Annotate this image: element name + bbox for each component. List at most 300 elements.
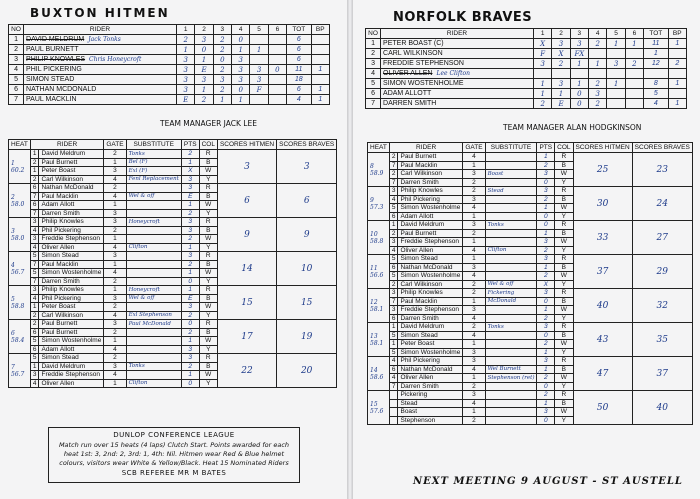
heat-time: 58.9 [370, 169, 384, 177]
heat-row [9, 252, 337, 261]
heat-score-hitmen: 30 [573, 187, 632, 221]
heat-gate: 4 [104, 175, 126, 184]
heat-substitute: Exl Stephenson [126, 311, 181, 320]
rider-score-1: E [177, 95, 195, 105]
rider-score-1: 3 [177, 55, 195, 65]
rider-number: 3 [9, 55, 24, 65]
heat-rider-number: 3 [389, 306, 398, 315]
rider-score-1: 2 [534, 99, 552, 109]
heat-points: 1 [537, 365, 555, 374]
heat-points: 3 [181, 184, 199, 193]
rider-name: PAUL MACKLIN [26, 96, 77, 103]
heat-score-braves: 27 [632, 221, 692, 255]
header-heat-6: 6 [268, 25, 286, 35]
rider-score-2: 1 [552, 89, 570, 99]
heat-gate: 3 [104, 362, 126, 371]
heat-points: 3 [181, 226, 199, 235]
rider-name-cell [24, 85, 177, 95]
heat-gate: 1 [463, 340, 485, 349]
norfolk-team-manager: TEAM MANAGER ALAN HODGKINSON [503, 123, 642, 132]
header-no: NO [9, 25, 24, 35]
heat-rider-number: 1 [389, 221, 398, 230]
rider-row [366, 99, 687, 109]
heat-points: 2 [537, 195, 555, 204]
heat-points: 0 [537, 382, 555, 391]
heats-header-row [368, 143, 693, 153]
rider-score-2: 2 [195, 95, 213, 105]
heat-rider-number: 3 [30, 235, 39, 244]
heat-rider-name: Nathan McDonald [398, 365, 463, 374]
heat-colour: Y [199, 209, 217, 218]
heat-rider-name: Oliver Allen [398, 246, 463, 255]
heat-rider-number: 5 [30, 337, 39, 346]
heat-colour: W [199, 201, 217, 210]
heat-score-hitmen: 22 [217, 354, 276, 388]
heat-gate: 1 [104, 286, 126, 295]
heat-substitute [485, 204, 537, 213]
heat-rider-name: Paul Macklin [398, 297, 463, 306]
rider-name: CARL WILKINSON [383, 50, 443, 57]
rider-row [366, 89, 687, 99]
heat-rider-name: Darren Smith [39, 277, 104, 286]
heat-colour: B [555, 161, 573, 170]
rider-score-6 [268, 85, 286, 95]
heat-rider-number: 5 [389, 331, 398, 340]
rider-score-4: 3 [589, 89, 607, 99]
rider-bonus [311, 35, 329, 45]
heat-gate: 1 [104, 158, 126, 167]
heat-points: 3 [181, 218, 199, 227]
heat-score-hitmen: 37 [573, 255, 632, 289]
heat-colour: B [555, 229, 573, 238]
heat-number: 9 [370, 196, 374, 204]
rider-score-2: 3 [195, 75, 213, 85]
heat-number-cell [368, 221, 390, 255]
rider-score-3: 2 [213, 65, 231, 75]
heat-points: 3 [181, 175, 199, 184]
header-no: NO [366, 29, 381, 39]
heat-points: 1 [537, 306, 555, 315]
heat-points: 2 [537, 314, 555, 323]
heat-number-cell [368, 289, 390, 323]
heat-points: 1 [181, 337, 199, 346]
rider-score-1: 3 [177, 85, 195, 95]
rider-total: 4 [644, 99, 668, 109]
rider-name: SIMON STEAD [26, 76, 75, 83]
rider-score-3: 3 [570, 39, 588, 49]
rider-score-5: 1 [607, 39, 625, 49]
heat-rider-name: Oliver Allen [39, 379, 104, 388]
rider-name-cell [381, 49, 534, 59]
heat-substitute: Clifton [126, 379, 181, 388]
heat-colour: Y [555, 212, 573, 221]
heat-points: 1 [537, 348, 555, 357]
heat-substitute [126, 345, 181, 354]
rider-name: DARREN SMITH [383, 100, 437, 107]
heat-substitute: Boast [485, 170, 537, 179]
heat-points: 2 [537, 340, 555, 349]
heat-rider-number: 5 [389, 272, 398, 281]
heat-rider-name: David Meldrum [39, 362, 104, 371]
rider-bonus: 1 [668, 39, 686, 49]
heat-gate: 2 [104, 226, 126, 235]
heat-points: 2 [181, 328, 199, 337]
heat-rider-number: 2 [30, 158, 39, 167]
heat-rider-number: 2 [30, 311, 39, 320]
heat-number: 3 [11, 227, 15, 235]
rider-score-1: 3 [534, 59, 552, 69]
heat-points: 0 [537, 416, 555, 425]
rider-score-4: 3 [232, 55, 250, 65]
buxton-page [0, 0, 347, 499]
header-substitute: SUBSTITUTE [485, 143, 537, 153]
heat-colour: W [199, 269, 217, 278]
heat-gate: 2 [463, 187, 485, 196]
heat-colour: W [199, 167, 217, 176]
heat-rider-name: Phil Pickering [398, 357, 463, 366]
heat-rider-number: 6 [389, 365, 398, 374]
heat-points: 2 [537, 391, 555, 400]
heat-substitute: Exl (F) [126, 167, 181, 176]
heat-colour: B [199, 294, 217, 303]
rider-name-cell [24, 55, 177, 65]
rider-name-cell [381, 99, 534, 109]
heat-rider-number: 4 [30, 243, 39, 252]
heat-rider-name: Simon Stead [398, 255, 463, 264]
heat-score-braves: 3 [277, 150, 337, 184]
header-rider: RIDER [30, 140, 103, 150]
heat-rider-number: 5 [30, 269, 39, 278]
heat-points: 3 [537, 170, 555, 179]
heat-rider-name: Phil Pickering [398, 195, 463, 204]
heat-rider-name: Carl Wilkinson [39, 175, 104, 184]
heat-gate: 3 [104, 218, 126, 227]
heat-time: 58.0 [11, 200, 25, 208]
heat-colour: R [555, 221, 573, 230]
heat-points: 1 [537, 263, 555, 272]
rider-score-2: X [552, 49, 570, 59]
rider-name-cell [24, 75, 177, 85]
heat-colour: R [555, 357, 573, 366]
match-rules: Match run over 15 heats (4 laps) Clutch Start. Points awarded for each heat 1st: 3, 2nd: 2, 3rd: 1, 4th: Nil. Hitmen wear Red & Blue helmet colours, visitors wear White & Yellow/Black. Heat 15 Nominated Riders [58, 441, 290, 467]
heat-rider-name: Freddie Stephenson [398, 306, 463, 315]
rider-score-6 [625, 49, 643, 59]
heat-rider-number: 5 [389, 348, 398, 357]
header-rider: RIDER [389, 143, 462, 153]
heat-colour: B [555, 399, 573, 408]
header-rider: RIDER [24, 25, 177, 35]
heat-gate: 2 [463, 289, 485, 298]
rider-score-1: X [534, 39, 552, 49]
heat-rider-number: 7 [30, 192, 39, 201]
rider-score-5: F [250, 85, 268, 95]
header-tot: TOT [287, 25, 311, 35]
rider-number: 7 [9, 95, 24, 105]
heat-substitute: Wel & off [126, 294, 181, 303]
rider-score-3: 1 [570, 79, 588, 89]
heat-colour: R [199, 150, 217, 159]
rider-score-2: 1 [195, 85, 213, 95]
heat-rider-name: Simon Stead [398, 331, 463, 340]
heat-number: 11 [370, 264, 378, 272]
rider-name-cell [381, 59, 534, 69]
header-bp: BP [311, 25, 329, 35]
heat-colour: B [555, 195, 573, 204]
rider-score-4: 2 [589, 79, 607, 89]
rider-name-cell [381, 89, 534, 99]
heat-points: 1 [181, 286, 199, 295]
heat-gate: 2 [104, 184, 126, 193]
rider-total: 11 [287, 65, 311, 75]
heat-rider-name: Simon Stead [39, 252, 104, 261]
heat-number: 7 [11, 363, 15, 371]
heat-time: 58.1 [370, 339, 384, 347]
header-braves: SCORES BRAVES [632, 143, 692, 153]
heat-colour: R [555, 153, 573, 162]
heat-substitute [126, 252, 181, 261]
rider-bonus: 2 [668, 59, 686, 69]
header-substitute: SUBSTITUTE [126, 140, 181, 150]
rider-score-4: 1 [589, 59, 607, 69]
header-col: COL [199, 140, 217, 150]
rider-score-2: 3 [195, 35, 213, 45]
heat-points: 1 [537, 204, 555, 213]
buxton-riders-table [8, 24, 330, 105]
rider-score-4: 0 [232, 35, 250, 45]
heat-rider-name: Paul Burnett [398, 153, 463, 162]
heat-substitute: Tonks [126, 362, 181, 371]
heat-points: 0 [181, 320, 199, 329]
heat-colour: Y [199, 379, 217, 388]
rider-number: 3 [366, 59, 381, 69]
heat-rider-number: 5 [30, 252, 39, 261]
heat-rider-name: Pickering [398, 391, 463, 400]
heat-score-hitmen: 6 [217, 184, 276, 218]
rider-name: PAUL BURNETT [26, 46, 79, 53]
heat-rider-name: Peter Boast [398, 340, 463, 349]
heat-colour: Y [199, 175, 217, 184]
heat-gate: 4 [463, 314, 485, 323]
heat-gate: 2 [104, 150, 126, 159]
heat-score-hitmen: 25 [573, 153, 632, 187]
heat-substitute: Stephenson (ret) [485, 374, 537, 383]
league-info-box [48, 427, 300, 483]
rider-total: 6 [287, 45, 311, 55]
buxton-heats-table [8, 139, 337, 388]
heat-time: 58.1 [370, 305, 384, 313]
heat-points: 1 [181, 269, 199, 278]
referee: SCB REFEREE MR M BATES [121, 469, 227, 477]
heat-score-braves: 24 [632, 187, 692, 221]
heat-colour: R [199, 286, 217, 295]
rider-name-cell [381, 69, 534, 79]
heat-gate: 4 [104, 371, 126, 380]
heat-points: 2 [181, 260, 199, 269]
heat-gate: 1 [463, 297, 485, 306]
heat-colour: Y [555, 178, 573, 187]
rider-score-5 [607, 69, 625, 79]
heat-colour: W [555, 340, 573, 349]
heat-rider-number: 5 [389, 255, 398, 264]
heat-substitute [126, 226, 181, 235]
heat-gate: 3 [104, 167, 126, 176]
rider-score-3: 3 [213, 75, 231, 85]
heat-rider-number [389, 416, 398, 425]
heat-rider-number: 2 [389, 229, 398, 238]
rider-total: 18 [287, 75, 311, 85]
rider-name-cell [381, 39, 534, 49]
heat-time: 58.8 [11, 302, 25, 310]
heat-colour: B [199, 328, 217, 337]
heat-colour: W [555, 306, 573, 315]
heat-colour: Y [555, 416, 573, 425]
rider-score-4 [589, 69, 607, 79]
heat-points: 3 [181, 303, 199, 312]
rider-score-6 [625, 79, 643, 89]
heat-rider-number: 6 [389, 263, 398, 272]
heat-colour: W [555, 374, 573, 383]
heat-substitute: Wel Burnett [485, 365, 537, 374]
heat-time: 58.6 [370, 373, 384, 381]
heat-points: 0 [181, 379, 199, 388]
heat-rider-number: 3 [389, 238, 398, 247]
heat-score-braves: 6 [277, 184, 337, 218]
heat-score-hitmen: 50 [573, 391, 632, 425]
rider-score-6 [268, 75, 286, 85]
rider-number: 2 [366, 49, 381, 59]
heat-rider-name: Darren Smith [39, 209, 104, 218]
heat-colour: W [199, 371, 217, 380]
heat-gate: 1 [463, 212, 485, 221]
heat-rider-number: 1 [30, 150, 39, 159]
rider-name: PHIL PICKERING [26, 66, 82, 73]
heat-gate: 3 [104, 294, 126, 303]
rider-row [9, 65, 330, 75]
heat-colour: Y [199, 345, 217, 354]
heat-substitute [485, 408, 537, 417]
heat-gate: 3 [104, 320, 126, 329]
heat-score-hitmen: 14 [217, 252, 276, 286]
rider-score-1: 3 [177, 65, 195, 75]
heat-gate: 1 [463, 255, 485, 264]
rider-score-1: 3 [177, 75, 195, 85]
heat-substitute [126, 260, 181, 269]
heat-gate: 1 [104, 260, 126, 269]
rider-score-5: 3 [250, 75, 268, 85]
heat-substitute [126, 354, 181, 363]
rider-name-cell [24, 45, 177, 55]
riders-header-row [9, 25, 330, 35]
rider-name: DAVID MELDRUM [26, 36, 85, 43]
heat-gate: 1 [104, 235, 126, 244]
header-tot: TOT [644, 29, 668, 39]
heat-rider-number [389, 391, 398, 400]
heat-gate: 4 [463, 272, 485, 281]
heat-rider-name: Phil Pickering [39, 226, 104, 235]
heat-number: 10 [370, 230, 378, 238]
heat-substitute [126, 235, 181, 244]
header-heat-2: 2 [552, 29, 570, 39]
heat-rider-number: 4 [389, 357, 398, 366]
heat-substitute [485, 357, 537, 366]
rider-bonus: 1 [668, 79, 686, 89]
heat-rider-number: 2 [30, 175, 39, 184]
heat-rider-name: Carl Wilkinson [398, 170, 463, 179]
rider-score-2: 0 [195, 45, 213, 55]
rider-score-6 [625, 89, 643, 99]
heat-row [368, 391, 693, 400]
heat-rider-number: 3 [30, 218, 39, 227]
heat-gate: 4 [104, 345, 126, 354]
heat-gate: 2 [463, 382, 485, 391]
header-pts: PTS [181, 140, 199, 150]
heat-rider-number: 7 [389, 382, 398, 391]
heat-rider-name: Paul Burnett [39, 328, 104, 337]
rider-bonus: 1 [311, 85, 329, 95]
heat-points: 2 [537, 272, 555, 281]
heat-row [368, 187, 693, 196]
rider-score-1: 1 [534, 89, 552, 99]
heat-gate: 4 [463, 246, 485, 255]
heat-rider-number [389, 408, 398, 417]
heat-points: 0 [537, 221, 555, 230]
heat-rider-name: Oliver Allen [39, 243, 104, 252]
heat-points: 0 [537, 212, 555, 221]
heat-row [368, 289, 693, 298]
heat-substitute: Wel & off [126, 192, 181, 201]
header-heat-1: 1 [534, 29, 552, 39]
rider-score-2: 3 [552, 79, 570, 89]
rider-total: 12 [644, 59, 668, 69]
heat-score-braves: 20 [277, 354, 337, 388]
heat-number-cell [368, 255, 390, 289]
rider-score-5 [250, 55, 268, 65]
heat-points: 3 [181, 252, 199, 261]
heat-points: 2 [181, 209, 199, 218]
rider-number: 6 [366, 89, 381, 99]
heat-colour: Y [555, 314, 573, 323]
heat-rider-name: David Meldrum [398, 323, 463, 332]
heat-rider-number: 6 [389, 314, 398, 323]
heat-gate: 3 [104, 209, 126, 218]
rider-total: 6 [287, 35, 311, 45]
heat-score-hitmen: 40 [573, 289, 632, 323]
heat-colour: B [555, 297, 573, 306]
heat-colour: R [199, 184, 217, 193]
heat-colour: B [199, 192, 217, 201]
rider-name: PHILIP KNOWLES [26, 56, 86, 63]
heat-rider-name: Paul Burnett [39, 320, 104, 329]
rider-row [366, 69, 687, 79]
heat-rider-number: 2 [389, 170, 398, 179]
heat-rider-name: Stephenson [398, 416, 463, 425]
heat-substitute [126, 269, 181, 278]
header-rider: RIDER [381, 29, 534, 39]
rider-replacement: Jack Tonks [88, 36, 121, 43]
rider-score-2: E [195, 65, 213, 75]
heat-rider-name: Adam Allott [398, 212, 463, 221]
heat-substitute [485, 314, 537, 323]
heat-number-cell [9, 218, 31, 252]
rider-score-4: 3 [232, 75, 250, 85]
next-meeting: NEXT MEETING 9 AUGUST - ST AUSTELL [413, 476, 683, 487]
rider-score-4 [589, 49, 607, 59]
heat-substitute [485, 331, 537, 340]
heat-rider-number: 4 [30, 294, 39, 303]
rider-score-3: 1 [213, 95, 231, 105]
heat-colour: Y [555, 348, 573, 357]
heat-rider-number: 6 [30, 184, 39, 193]
